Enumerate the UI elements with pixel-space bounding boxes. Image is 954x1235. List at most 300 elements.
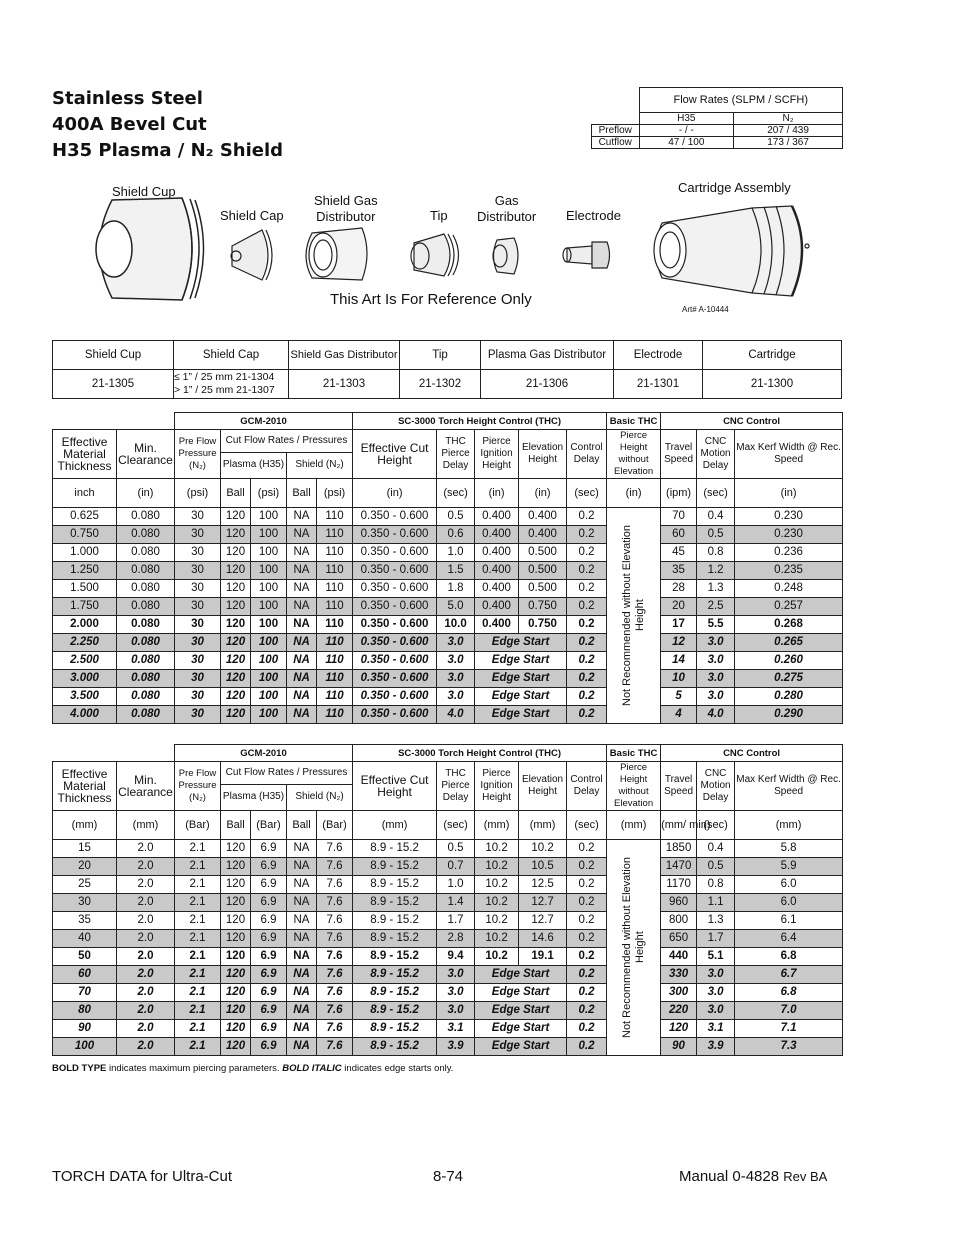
part-number: 21-1305 [53, 370, 174, 399]
data-cell: 0.400 [475, 526, 519, 544]
data-cell: 0.080 [117, 580, 175, 598]
blank-corner [53, 413, 175, 430]
data-cell: 2.1 [175, 912, 221, 930]
data-cell: 6.9 [251, 912, 287, 930]
unit-cell: (psi) [317, 479, 353, 508]
data-cell: 120 [221, 930, 251, 948]
reference-note: This Art Is For Reference Only [330, 291, 532, 308]
data-cell: 120 [221, 706, 251, 724]
data-cell: 10.2 [475, 912, 519, 930]
data-cell: 3.0 [437, 966, 475, 984]
table-row [53, 876, 843, 894]
data-cell: 12 [661, 634, 697, 652]
data-cell: 0.5 [437, 508, 475, 526]
data-cell: 60 [661, 526, 697, 544]
unit-cell: (sec) [567, 479, 607, 508]
data-cell: 40 [53, 930, 117, 948]
data-cell: 1.4 [437, 894, 475, 912]
data-cell: 2.1 [175, 966, 221, 984]
unit-cell: (sec) [697, 479, 735, 508]
table-row [53, 508, 843, 526]
column-header-elevation: Elevation Height [519, 430, 567, 479]
data-cell: 10.2 [475, 930, 519, 948]
column-header-pierce-height: Pierce Ignition Height [475, 430, 519, 479]
data-cell: 120 [221, 912, 251, 930]
data-cell: 6.0 [735, 894, 843, 912]
unit-cell: (mm) [519, 811, 567, 840]
data-cell: 1.500 [53, 580, 117, 598]
data-cell: 1.0 [437, 544, 475, 562]
data-cell: 0.080 [117, 544, 175, 562]
data-cell: 6.7 [735, 966, 843, 984]
data-cell: 8.9 - 15.2 [353, 912, 437, 930]
data-cell: 120 [221, 1020, 251, 1038]
table-row [53, 706, 843, 724]
data-cell: 8.9 - 15.2 [353, 984, 437, 1002]
unit-cell: (mm) [607, 811, 661, 840]
data-cell: 100 [251, 544, 287, 562]
data-cell: NA [287, 508, 317, 526]
column-header-clearance: Min. Clearance [117, 430, 175, 479]
table-row [53, 858, 843, 876]
data-cell: 20 [53, 858, 117, 876]
data-cell: NA [287, 688, 317, 706]
data-cell: 90 [53, 1020, 117, 1038]
data-cell: 0.2 [567, 526, 607, 544]
data-cell: 19.1 [519, 948, 567, 966]
data-cell: 2.0 [117, 1002, 175, 1020]
data-cell: 0.248 [735, 580, 843, 598]
data-cell: 0.2 [567, 858, 607, 876]
data-cell: 5.8 [735, 840, 843, 858]
legend-note: BOLD TYPE indicates maximum piercing parameters. BOLD ITALIC indicates edge starts only. [52, 1063, 454, 1074]
data-cell: 0.2 [567, 598, 607, 616]
data-cell: 30 [53, 894, 117, 912]
column-header-plasma-h35: Plasma (H35) [221, 452, 287, 478]
data-cell: 220 [661, 1002, 697, 1020]
column-header-control-delay: Control Delay [567, 762, 607, 811]
data-cell: 650 [661, 930, 697, 948]
data-cell: 0.350 - 0.600 [353, 706, 437, 724]
data-cell: 2.0 [117, 984, 175, 1002]
data-cell: 0.400 [475, 562, 519, 580]
unit-cell: (mm) [735, 811, 843, 840]
data-cell: 2.1 [175, 858, 221, 876]
label-shield-cup: Shield Cup [112, 184, 176, 199]
data-cell: 12.7 [519, 912, 567, 930]
data-cell: 1170 [661, 876, 697, 894]
data-cell: 8.9 - 15.2 [353, 1020, 437, 1038]
data-cell: 3.9 [437, 1038, 475, 1056]
data-cell: NA [287, 562, 317, 580]
data-cell: 100 [251, 562, 287, 580]
flow-cell: - / - [639, 125, 734, 137]
data-cell: 1.7 [697, 930, 735, 948]
data-cell: 6.8 [735, 948, 843, 966]
shield-gas-distributor-drawing [306, 228, 367, 280]
data-cell: 120 [221, 876, 251, 894]
data-cell: 0.080 [117, 562, 175, 580]
unit-cell: (in) [117, 479, 175, 508]
data-cell: 0.080 [117, 526, 175, 544]
unit-cell: (sec) [437, 479, 475, 508]
data-cell: 330 [661, 966, 697, 984]
data-cell: 2.0 [117, 948, 175, 966]
data-cell: 440 [661, 948, 697, 966]
part-number: 21-1303 [289, 370, 400, 399]
data-cell: 110 [317, 562, 353, 580]
flow-row-label: Preflow [592, 125, 640, 137]
data-cell: 120 [221, 634, 251, 652]
data-cell: 2.500 [53, 652, 117, 670]
data-cell: NA [287, 840, 317, 858]
group-basic-thc: Basic THC [607, 413, 661, 430]
data-cell: 3.0 [697, 984, 735, 1002]
data-cell: 3.1 [697, 1020, 735, 1038]
data-cell: 9.4 [437, 948, 475, 966]
data-cell: 25 [53, 876, 117, 894]
data-cell: 960 [661, 894, 697, 912]
footer-manual: Manual 0-4828 Rev BA [679, 1168, 828, 1185]
data-cell: 7.6 [317, 1038, 353, 1056]
data-cell: 10.2 [475, 858, 519, 876]
edge-start-cell: Edge Start [475, 634, 567, 652]
data-cell: 0.2 [567, 688, 607, 706]
data-cell: NA [287, 912, 317, 930]
table-row [53, 652, 843, 670]
label-tip: Tip [430, 208, 448, 223]
table-row [53, 1020, 843, 1038]
data-cell: NA [287, 930, 317, 948]
data-cell: 0.5 [697, 858, 735, 876]
data-cell: 0.2 [567, 894, 607, 912]
data-cell: 1470 [661, 858, 697, 876]
column-header-travel: Travel Speed [661, 762, 697, 811]
data-cell: 100 [251, 670, 287, 688]
data-cell: 110 [317, 526, 353, 544]
flow-row-label: Cutflow [592, 137, 640, 149]
data-cell: 30 [175, 598, 221, 616]
data-cell: 4.000 [53, 706, 117, 724]
data-cell: 800 [661, 912, 697, 930]
data-cell: 70 [661, 508, 697, 526]
data-cell: NA [287, 670, 317, 688]
table-row [53, 894, 843, 912]
data-cell: 7.6 [317, 930, 353, 948]
data-cell: 30 [175, 616, 221, 634]
data-cell: 8.9 - 15.2 [353, 966, 437, 984]
data-cell: 0.500 [519, 544, 567, 562]
data-cell: 7.6 [317, 1002, 353, 1020]
unit-cell: (mm/ min) [661, 811, 697, 840]
data-cell: 0.8 [697, 876, 735, 894]
data-cell: 45 [661, 544, 697, 562]
column-header-preflow: Pre Flow Pressure (N₂) [175, 762, 221, 811]
data-cell: 1850 [661, 840, 697, 858]
data-cell: 10.2 [475, 876, 519, 894]
data-cell: NA [287, 858, 317, 876]
data-cell: 20 [661, 598, 697, 616]
data-cell: 120 [221, 508, 251, 526]
unit-cell: (in) [735, 479, 843, 508]
data-cell: 110 [317, 706, 353, 724]
data-cell: 120 [221, 616, 251, 634]
flow-rates-table [591, 87, 843, 149]
data-cell: 30 [175, 562, 221, 580]
column-header-pierce-no-elev: Pierce Height without Elevation [607, 762, 661, 811]
data-cell: 10.0 [437, 616, 475, 634]
data-cell: 100 [251, 508, 287, 526]
unit-cell: (Bar) [317, 811, 353, 840]
data-cell: 2.1 [175, 876, 221, 894]
metric-cut-chart [52, 744, 843, 1056]
group-cnc: CNC Control [661, 413, 843, 430]
data-cell: 0.2 [567, 562, 607, 580]
column-header-cut-height: Effective Cut Height [353, 430, 437, 479]
column-header-cut-height: Effective Cut Height [353, 762, 437, 811]
data-cell: 6.4 [735, 930, 843, 948]
data-cell: NA [287, 634, 317, 652]
data-cell: 7.0 [735, 1002, 843, 1020]
edge-start-cell: Edge Start [475, 652, 567, 670]
data-cell: 50 [53, 948, 117, 966]
data-cell: 0.2 [567, 876, 607, 894]
data-cell: 2.8 [437, 930, 475, 948]
data-cell: 1.8 [437, 580, 475, 598]
cartridge-assembly-drawing [654, 206, 809, 296]
data-cell: 12.5 [519, 876, 567, 894]
data-cell: 2.1 [175, 930, 221, 948]
data-cell: 100 [53, 1038, 117, 1056]
data-cell: 8.9 - 15.2 [353, 840, 437, 858]
data-cell: 3.0 [437, 984, 475, 1002]
data-cell: 0.350 - 0.600 [353, 598, 437, 616]
data-cell: 0.400 [475, 598, 519, 616]
data-cell: 1.2 [697, 562, 735, 580]
table-row [53, 616, 843, 634]
edge-start-cell: Edge Start [475, 1002, 567, 1020]
edge-start-cell: Edge Start [475, 706, 567, 724]
data-cell: 0.4 [697, 840, 735, 858]
data-cell: NA [287, 652, 317, 670]
data-cell: NA [287, 1038, 317, 1056]
parts-header: Electrode [614, 341, 703, 370]
data-cell: 2.0 [117, 894, 175, 912]
data-cell: 300 [661, 984, 697, 1002]
data-cell: 120 [221, 526, 251, 544]
data-cell: 10.2 [519, 840, 567, 858]
data-cell: 2.000 [53, 616, 117, 634]
data-cell: 6.9 [251, 1038, 287, 1056]
data-cell: 60 [53, 966, 117, 984]
parts-header: Tip [400, 341, 481, 370]
data-cell: 3.0 [437, 670, 475, 688]
data-cell: 35 [661, 562, 697, 580]
edge-start-cell: Edge Start [475, 966, 567, 984]
data-cell: 0.6 [437, 526, 475, 544]
column-header-pierce-height: Pierce Ignition Height [475, 762, 519, 811]
pierce-height-note [607, 840, 661, 1056]
column-header-control-delay: Control Delay [567, 430, 607, 479]
data-cell: 2.1 [175, 1038, 221, 1056]
table-row [53, 544, 843, 562]
data-cell: 0.350 - 0.600 [353, 634, 437, 652]
data-cell: NA [287, 894, 317, 912]
data-cell: 8.9 - 15.2 [353, 858, 437, 876]
data-cell: 5.0 [437, 598, 475, 616]
blank-corner [53, 745, 175, 762]
data-cell: 0.2 [567, 912, 607, 930]
data-cell: 17 [661, 616, 697, 634]
table-row [53, 1038, 843, 1056]
unit-cell: (mm) [117, 811, 175, 840]
data-cell: 7.6 [317, 948, 353, 966]
data-cell: 0.350 - 0.600 [353, 544, 437, 562]
parts-header: Plasma Gas Distributor [481, 341, 614, 370]
data-cell: 3.0 [697, 652, 735, 670]
data-cell: 3.0 [697, 634, 735, 652]
edge-start-cell: Edge Start [475, 688, 567, 706]
data-cell: 30 [175, 526, 221, 544]
data-cell: 5.5 [697, 616, 735, 634]
data-cell: 100 [251, 688, 287, 706]
data-cell: 6.9 [251, 948, 287, 966]
unit-cell: (psi) [251, 479, 287, 508]
title-process: 400A Bevel Cut [52, 114, 207, 135]
data-cell: 28 [661, 580, 697, 598]
data-cell: 2.5 [697, 598, 735, 616]
data-cell: 0.350 - 0.600 [353, 526, 437, 544]
data-cell: 0.400 [475, 616, 519, 634]
data-cell: 0.400 [475, 508, 519, 526]
table-row [53, 688, 843, 706]
data-cell: 0.2 [567, 652, 607, 670]
unit-cell: Ball [221, 811, 251, 840]
data-cell: 30 [175, 580, 221, 598]
data-cell: 100 [251, 634, 287, 652]
flow-cell: 47 / 100 [639, 137, 734, 149]
label-shield-cap: Shield Cap [220, 208, 284, 223]
flow-rates-header: Flow Rates (SLPM / SCFH) [639, 88, 843, 113]
data-cell: 5.1 [697, 948, 735, 966]
pierce-height-note [607, 508, 661, 724]
data-cell: 10.2 [475, 840, 519, 858]
data-cell: 0.8 [697, 544, 735, 562]
data-cell: 7.6 [317, 1020, 353, 1038]
data-cell: NA [287, 948, 317, 966]
data-cell: 100 [251, 652, 287, 670]
data-cell: NA [287, 876, 317, 894]
title-material: Stainless Steel [52, 88, 203, 109]
data-cell: 100 [251, 526, 287, 544]
parts-header: Shield Cup [53, 341, 174, 370]
label-gas-distributor: Gas Distributor [477, 193, 537, 224]
data-cell: 110 [317, 670, 353, 688]
data-cell: 1.000 [53, 544, 117, 562]
data-cell: 120 [221, 652, 251, 670]
data-cell: 0.2 [567, 634, 607, 652]
data-cell: 6.1 [735, 912, 843, 930]
unit-cell: (in) [353, 479, 437, 508]
data-cell: 30 [175, 544, 221, 562]
data-cell: 2.0 [117, 840, 175, 858]
table-row [53, 912, 843, 930]
data-cell: 0.2 [567, 930, 607, 948]
data-cell: 2.1 [175, 1020, 221, 1038]
part-number: 21-1302 [400, 370, 481, 399]
unit-cell: (in) [607, 479, 661, 508]
data-cell: 3.0 [437, 652, 475, 670]
unit-cell: Ball [287, 479, 317, 508]
parts-header: Shield Cap [174, 341, 289, 370]
flow-cell: 173 / 367 [734, 137, 843, 149]
data-cell: 1.3 [697, 912, 735, 930]
data-cell: 120 [221, 544, 251, 562]
table-row [53, 634, 843, 652]
data-cell: 0.350 - 0.600 [353, 652, 437, 670]
data-cell: 7.1 [735, 1020, 843, 1038]
data-cell: 0.625 [53, 508, 117, 526]
data-cell: 30 [175, 652, 221, 670]
data-cell: 7.3 [735, 1038, 843, 1056]
data-cell: 6.9 [251, 894, 287, 912]
unit-cell: Ball [221, 479, 251, 508]
data-cell: 14 [661, 652, 697, 670]
data-cell: 5.9 [735, 858, 843, 876]
shield-cap-drawing [231, 230, 272, 280]
data-cell: 1.5 [437, 562, 475, 580]
data-cell: 80 [53, 1002, 117, 1020]
data-cell: 0.260 [735, 652, 843, 670]
data-cell: 7.6 [317, 894, 353, 912]
column-header-cutflow: Cut Flow Rates / Pressures [221, 430, 353, 453]
data-cell: 3.0 [697, 670, 735, 688]
data-cell: 120 [221, 670, 251, 688]
data-cell: 90 [661, 1038, 697, 1056]
data-cell: 2.0 [117, 966, 175, 984]
data-cell: 6.9 [251, 1020, 287, 1038]
data-cell: 120 [221, 580, 251, 598]
table-row [53, 966, 843, 984]
data-cell: 0.080 [117, 706, 175, 724]
data-cell: NA [287, 580, 317, 598]
unit-cell: (mm) [53, 811, 117, 840]
table-row [53, 948, 843, 966]
data-cell: NA [287, 616, 317, 634]
data-cell: NA [287, 706, 317, 724]
label-cartridge-assembly: Cartridge Assembly [678, 180, 791, 195]
data-cell: 0.235 [735, 562, 843, 580]
data-cell: 6.9 [251, 984, 287, 1002]
data-cell: 2.1 [175, 948, 221, 966]
data-cell: 0.400 [519, 526, 567, 544]
data-cell: 10.2 [475, 894, 519, 912]
data-cell: 4 [661, 706, 697, 724]
data-cell: 2.1 [175, 894, 221, 912]
data-cell: 6.0 [735, 876, 843, 894]
group-gcm: GCM-2010 [175, 413, 353, 430]
data-cell: 0.500 [519, 562, 567, 580]
data-cell: 3.9 [697, 1038, 735, 1056]
table-row [53, 580, 843, 598]
data-cell: 30 [175, 670, 221, 688]
data-cell: 1.0 [437, 876, 475, 894]
column-header-thickness: Effective Material Thickness [53, 430, 117, 479]
group-gcm: GCM-2010 [175, 745, 353, 762]
data-cell: 6.9 [251, 858, 287, 876]
edge-start-cell: Edge Start [475, 1020, 567, 1038]
data-cell: 0.2 [567, 616, 607, 634]
